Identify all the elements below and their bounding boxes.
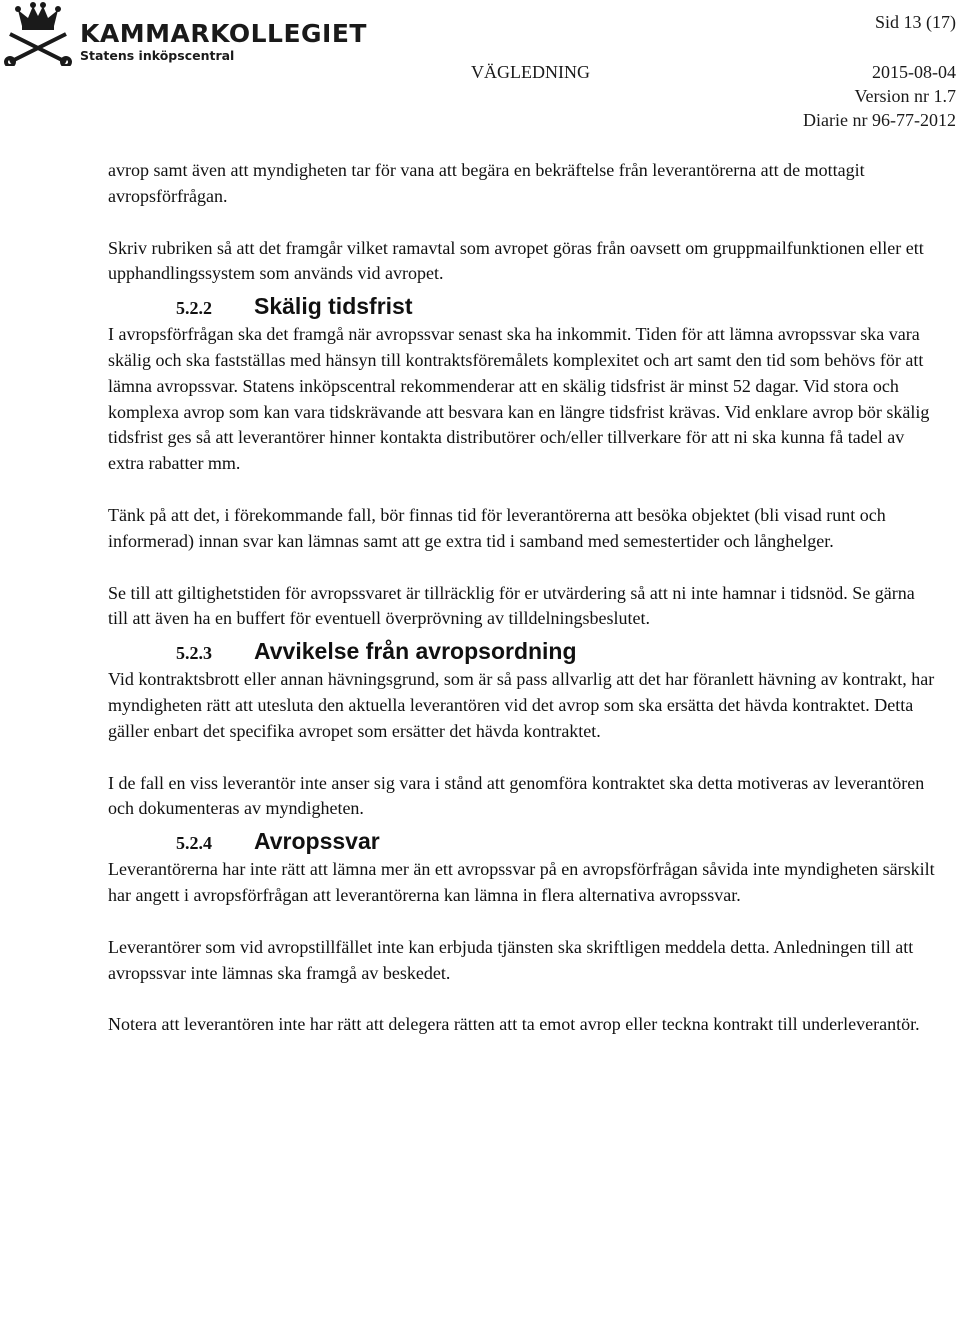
diary-number: Diarie nr 96-77-2012 xyxy=(803,110,956,130)
page-number: Sid 13 (17) xyxy=(875,12,956,32)
section-heading xyxy=(108,828,938,855)
document-type: VÄGLEDNING xyxy=(471,62,590,82)
paragraph: I avropsförfrågan ska det framgå när avropssvar senast ska ha inkommit. Tiden för att lämna avropssvar ska vara skälig och ska fastställas med hänsyn till kontraktsföremålets komplexitet och art samt den tid som behövs för att lämna avropssvar. Statens inköpscentral rekommenderar att en skälig tidsfrist är minst 52 dagar. Vid stora och komplexa avrop som kan vara tidskrävande att besvara kan en längre tidsfrist krävas. Vid enklare avrop bör skälig tidsfrist ges så att leverantörer hinner kontakta distributörer och/eller tillverkare för att ni ska kunna få tadel av extra rabatter mm. xyxy=(108,324,930,474)
section-heading xyxy=(108,293,938,320)
section-title: Avvikelse från avropsordning xyxy=(254,638,577,665)
document-body xyxy=(108,158,938,1064)
paragraph: Skriv rubriken så att det framgår vilket ramavtal som avropet göras från oavsett om gruppmailfunktionen eller ett upphandlingssystem som används vid avropet. xyxy=(108,237,924,284)
paragraph: Se till att giltighetstiden för avropssvaret är tillräcklig för er utvärdering så att ni inte hamnar i tidsnöd. Se gärna till att även ha en buffert för eventuell överprövning av tilldelningsbeslutet. xyxy=(108,582,915,629)
section-title: Avropssvar xyxy=(254,828,380,855)
section-number: 5.2.2 xyxy=(176,298,212,319)
paragraph: Leverantörerna har inte rätt att lämna mer än ett avropssvar på en avropsförfrågan såvida inte myndigheten särskilt har angett i avropsförfrågan att leverantörerna kan lämna in flera alternativa avropssvar. xyxy=(108,859,935,905)
section-heading xyxy=(108,638,938,665)
crown-crossed-keys-icon xyxy=(2,2,76,66)
section-title: Skälig tidsfrist xyxy=(254,293,413,320)
document-date: 2015-08-04 xyxy=(872,62,956,82)
logo-name: KAMMARKOLLEGIET xyxy=(80,19,367,48)
section-number: 5.2.4 xyxy=(176,833,212,854)
paragraph: avrop samt även att myndigheten tar för vana att begära en bekräftelse från leverantörerna att de mottagit avropsförfrågan. xyxy=(108,160,865,206)
section-number: 5.2.3 xyxy=(176,643,212,664)
paragraph: Vid kontraktsbrott eller annan hävningsgrund, som är så pass allvarlig att det har föranlett hävning av kontrakt, har myndigheten rätt att utesluta den aktuella leverantören vid det avrop som ska ersätta det hävda kontraktet. Detta gäller enbart det specifika avropet som ersätter det hävda kontraktet. xyxy=(108,669,935,741)
logo-subtitle: Statens inköpscentral xyxy=(80,48,235,63)
document-version: Version nr 1.7 xyxy=(854,86,956,106)
paragraph: Notera att leverantören inte har rätt att delegera rätten att ta emot avrop eller teckna kontrakt till underleverantör. xyxy=(108,1014,920,1035)
paragraph: Tänk på att det, i förekommande fall, bör finnas tid för leverantörerna att besöka objektet (bli visad runt och informerad) innan svar kan lämnas samt att ge extra tid i samband med semestertider och långhelger. xyxy=(108,504,886,551)
paragraph: I de fall en viss leverantör inte anser sig vara i stånd att genomföra kontraktet ska detta motiveras av leverantören och dokumenteras av myndigheten. xyxy=(108,772,925,819)
kammarkollegiet-logo xyxy=(0,0,367,70)
paragraph: Leverantörer som vid avropstillfället inte kan erbjuda tjänsten ska skriftligen meddela detta. Anledningen till att avropssvar inte lämnas ska framgå av beskedet. xyxy=(108,936,914,983)
